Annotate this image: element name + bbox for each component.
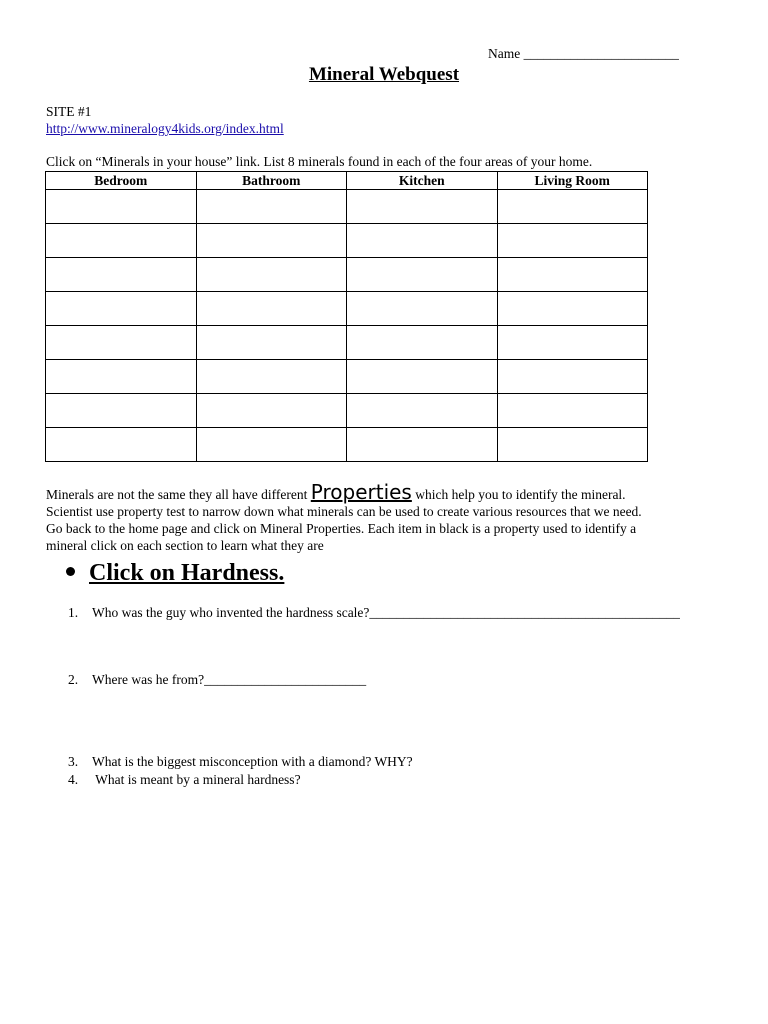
answer-cell[interactable] xyxy=(196,360,347,394)
question-number: 3. xyxy=(68,754,79,769)
answer-cell[interactable] xyxy=(497,292,648,326)
answer-cell[interactable] xyxy=(497,360,648,394)
table-row xyxy=(46,360,648,394)
answer-cell[interactable] xyxy=(196,428,347,462)
column-header-kitchen: Kitchen xyxy=(347,172,498,190)
answer-cell[interactable] xyxy=(46,428,197,462)
answer-cell[interactable] xyxy=(196,326,347,360)
answer-cell[interactable] xyxy=(46,224,197,258)
answer-cell[interactable] xyxy=(347,292,498,326)
answer-cell[interactable] xyxy=(497,224,648,258)
minerals-table xyxy=(45,171,648,462)
question-2 xyxy=(68,672,366,688)
paragraph-text: Minerals are not the same they all have different xyxy=(46,487,311,502)
table-row xyxy=(46,326,648,360)
paragraph-line-4: mineral click on each section to learn what they are xyxy=(46,538,324,553)
hardness-heading xyxy=(66,560,284,587)
site-label: SITE #1 xyxy=(46,104,92,119)
answer-cell[interactable] xyxy=(46,326,197,360)
table-row xyxy=(46,224,648,258)
page-title: Mineral Webquest xyxy=(308,64,460,85)
site-link[interactable]: http://www.mineralogy4kids.org/index.html xyxy=(46,121,284,136)
answer-cell[interactable] xyxy=(497,190,648,224)
paragraph-text: which help you to identify the mineral. xyxy=(411,487,626,502)
table-header-row xyxy=(46,172,648,190)
answer-cell[interactable] xyxy=(196,224,347,258)
answer-cell[interactable] xyxy=(497,394,648,428)
column-header-living-room: Living Room xyxy=(497,172,648,190)
answer-cell[interactable] xyxy=(196,258,347,292)
answer-cell[interactable] xyxy=(347,428,498,462)
question-1 xyxy=(68,605,680,621)
answer-cell[interactable] xyxy=(46,190,197,224)
question-4 xyxy=(68,772,301,788)
properties-paragraph xyxy=(46,480,642,554)
answer-cell[interactable] xyxy=(46,258,197,292)
question-text: Who was the guy who invented the hardness scale?______________________________________________ xyxy=(92,605,680,620)
answer-cell[interactable] xyxy=(347,224,498,258)
question-number: 1. xyxy=(68,605,79,620)
answer-cell[interactable] xyxy=(196,190,347,224)
question-3 xyxy=(68,754,413,770)
answer-cell[interactable] xyxy=(497,326,648,360)
question-text: Where was he from?________________________ xyxy=(92,672,367,687)
name-field-line[interactable]: Name _______________________ xyxy=(488,46,679,61)
hardness-heading-text: Click on Hardness. xyxy=(89,560,285,586)
column-header-bedroom: Bedroom xyxy=(46,172,197,190)
table-row xyxy=(46,258,648,292)
answer-cell[interactable] xyxy=(46,360,197,394)
table-row xyxy=(46,428,648,462)
paragraph-line-2: Scientist use property test to narrow down what minerals can be used to create various resources that we need. xyxy=(46,504,642,519)
table-body xyxy=(46,190,648,462)
table-row xyxy=(46,190,648,224)
answer-cell[interactable] xyxy=(347,360,498,394)
answer-cell[interactable] xyxy=(46,292,197,326)
answer-cell[interactable] xyxy=(196,394,347,428)
answer-cell[interactable] xyxy=(46,394,197,428)
question-number: 2. xyxy=(68,672,79,687)
answer-cell[interactable] xyxy=(347,326,498,360)
properties-keyword: Properties xyxy=(310,480,412,504)
answer-cell[interactable] xyxy=(196,292,347,326)
question-text: What is the biggest misconception with a diamond? WHY? xyxy=(92,754,413,769)
table-instructions: Click on “Minerals in your house” link. List 8 minerals found in each of the four areas of your home. xyxy=(46,154,593,169)
table-row xyxy=(46,394,648,428)
answer-cell[interactable] xyxy=(347,394,498,428)
question-text: What is meant by a mineral hardness? xyxy=(92,772,301,787)
bullet-icon xyxy=(66,567,75,576)
answer-cell[interactable] xyxy=(497,258,648,292)
answer-cell[interactable] xyxy=(347,190,498,224)
answer-cell[interactable] xyxy=(347,258,498,292)
paragraph-line-1 xyxy=(46,480,642,504)
table-row xyxy=(46,292,648,326)
paragraph-line-3: Go back to the home page and click on Mineral Properties. Each item in black is a property used to identify a xyxy=(46,521,637,536)
answer-cell[interactable] xyxy=(497,428,648,462)
column-header-bathroom: Bathroom xyxy=(196,172,347,190)
question-number: 4. xyxy=(68,772,79,787)
